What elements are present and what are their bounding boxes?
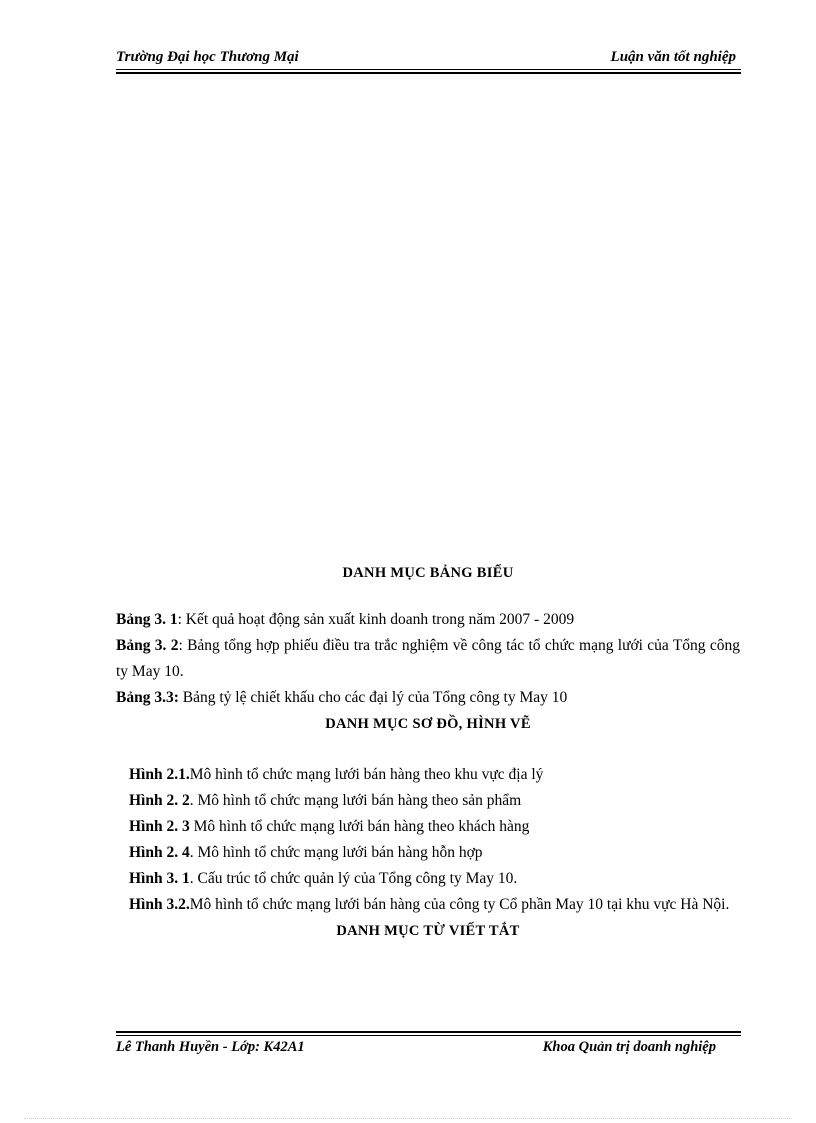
figure-entry-label: Hình 3. 1 <box>129 870 190 887</box>
page-footer <box>116 1039 740 1059</box>
header-document-type: Luận văn tốt nghiệp <box>610 49 736 65</box>
table-entry-label: Bảng 3. 2 <box>116 637 179 654</box>
figure-entry <box>116 840 740 866</box>
figure-entry-label: Hình 3.2. <box>129 896 190 913</box>
figures-list-title: DANH MỤC SƠ ĐỒ, HÌNH VẼ <box>325 716 531 732</box>
figure-entry-text: Mô hình tổ chức mạng lưới bán hàng theo khu vực địa lý <box>189 766 544 783</box>
page-edge <box>24 1118 792 1119</box>
tables-list-title: DANH MỤC BẢNG BIỂU <box>342 565 514 581</box>
table-entry-text: : Kết quả hoạt động sản xuất kinh doanh trong năm 2007 - 2009 <box>177 611 575 628</box>
figure-entry-text: . Mô hình tổ chức mạng lưới bán hàng theo sản phẩm <box>189 792 522 809</box>
table-entry-label: Bảng 3. 1 <box>116 611 178 628</box>
figure-entry-text: Mô hình tổ chức mạng lưới bán hàng theo khách hàng <box>189 818 530 835</box>
figure-entry-label: Hình 2. 3 <box>129 818 190 835</box>
figure-entry-text: Mô hình tổ chức mạng lưới bán hàng của công ty Cổ phần May 10 tại khu vực Hà Nội. <box>189 896 730 913</box>
table-entry-label: Bảng 3.3: <box>116 689 179 706</box>
figure-entry-text: . Cấu trúc tổ chức quản lý của Tổng công ty May 10. <box>189 870 518 887</box>
figure-entry-label: Hình 2. 2 <box>129 792 190 809</box>
figure-entry <box>116 866 740 892</box>
figure-entry <box>116 892 740 918</box>
page-content <box>116 560 740 944</box>
footer-divider <box>116 1035 741 1036</box>
figure-entry-label: Hình 2.1. <box>129 766 190 783</box>
table-entry <box>116 607 740 633</box>
footer-divider-thick <box>116 1031 741 1033</box>
header-divider <box>116 69 741 70</box>
footer-department: Khoa Quản trị doanh nghiệp <box>542 1039 716 1055</box>
abbreviations-list-title: DANH MỤC TỪ VIẾT TẮT <box>336 923 520 939</box>
figure-entry <box>116 814 740 840</box>
figure-entry <box>116 788 740 814</box>
header-divider-thick <box>116 72 741 74</box>
footer-author: Lê Thanh Huyền - Lớp: K42A1 <box>116 1039 305 1055</box>
table-entry <box>116 685 740 711</box>
figure-entry <box>116 762 740 788</box>
header-school-name: Trường Đại học Thương Mại <box>116 49 299 65</box>
table-entry-text: : Bảng tổng hợp phiếu điều tra trắc nghiệm về công tác tổ chức mạng lưới của Tổng công ty May 10. <box>116 637 740 680</box>
figure-entry-label: Hình 2. 4 <box>129 844 190 861</box>
figure-entry-text: . Mô hình tổ chức mạng lưới bán hàng hỗn hợp <box>189 844 483 861</box>
page-header <box>116 47 740 69</box>
table-entry-text: Bảng tỷ lệ chiết khấu cho các đại lý của Tổng công ty May 10 <box>178 689 568 706</box>
table-entry <box>116 633 740 685</box>
